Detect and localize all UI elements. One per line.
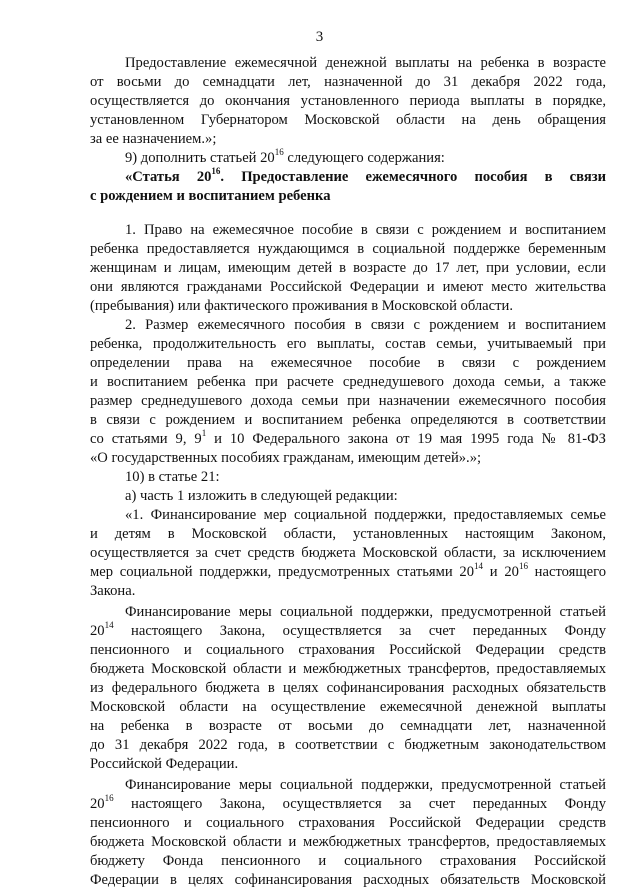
text-line (90, 354, 606, 373)
page-number: 3 (315, 29, 324, 45)
text-line (125, 603, 606, 622)
text-line (90, 335, 606, 354)
text-line (125, 54, 606, 73)
line-text: Финансирование меры социальной поддержки, предусмотренной статьей (125, 777, 606, 793)
line-text: за ее назначением.»; (90, 131, 217, 147)
text-line (90, 92, 606, 111)
line-text: в связи с рождением и воспитанием ребенка определяются в соответствии (90, 412, 606, 428)
line-text: Закона. (90, 583, 136, 599)
line-text: до 31 декабря 2022 года, в соответствии с бюджетным законодательством (90, 737, 606, 753)
text-line (90, 278, 606, 297)
text-line (125, 221, 606, 240)
line-text: 10) в статье 21: (125, 469, 220, 485)
line-text: женщинам и лицам, имеющим детей в возрасте до 17 лет, при условии, если (90, 260, 606, 276)
text-line (90, 259, 606, 278)
line-text: ребенка предоставляется нуждающимся в социальной поддержке беременным (90, 241, 606, 257)
text-line (90, 814, 606, 833)
text-line (90, 430, 606, 449)
superscript: 16 (274, 147, 284, 158)
text-line (90, 373, 606, 392)
text-line (125, 776, 606, 795)
line-text: следующего содержания: (283, 150, 445, 166)
text-line (90, 449, 606, 468)
text-line (90, 852, 606, 871)
line-text: «О государственных пособиях гражданам, имеющим детей».»; (90, 450, 482, 466)
text-line (90, 698, 606, 717)
text-line (90, 795, 606, 814)
line-text: бюджета Московской области и межбюджетных трансфертов, предоставляемых (90, 834, 606, 850)
text-line (90, 563, 606, 582)
text-line (90, 736, 606, 755)
line-text: Российской Федерации. (90, 756, 239, 772)
line-text: с рождением и воспитанием ребенка (90, 188, 331, 204)
line-text: они являются гражданами Российской Федерации и имеют место жительства (90, 279, 606, 295)
line-text: размер среднедушевого дохода семьи при назначении ежемесячного пособия (90, 393, 606, 409)
line-text: осуществляется за счет средств бюджета Московской области, за исключением (90, 545, 606, 561)
text-line (90, 392, 606, 411)
line-text: и детям в Московской области, установленных настоящим Законом, (90, 526, 606, 542)
line-text: из федерального бюджета в целях софинансирования расходных обязательств (90, 680, 606, 696)
line-text: настоящего Закона, осуществляется за счет переданных Фонду (113, 796, 606, 812)
text-line (90, 582, 606, 601)
text-line (90, 833, 606, 852)
text-line (90, 755, 606, 774)
text-line (125, 149, 606, 168)
line-text: бюджету Фонда пенсионного и социального страхования Российской (90, 853, 606, 869)
line-text: ребенка, продолжительность его выплаты, состав семьи, учитываемый при (90, 336, 606, 352)
line-text: настоящего Закона, осуществляется за счет переданных Фонду (113, 623, 606, 639)
line-text: и 10 Федерального закона от 19 мая 1995 года № 81-ФЗ (206, 431, 606, 447)
text-line (125, 168, 606, 187)
line-text: 1. Право на ежемесячное пособие в связи с рождением и воспитанием (125, 222, 606, 238)
line-text: 9) дополнить статьей 20 (125, 150, 275, 166)
text-line (90, 525, 606, 544)
text-line (90, 717, 606, 736)
line-text: установленном Губернатором Московской области на день обращения (90, 112, 606, 128)
superscript: 16 (518, 561, 528, 572)
line-text: «Статья 20 (125, 169, 212, 185)
text-line (125, 487, 606, 506)
text-line (125, 468, 606, 487)
text-line (90, 297, 606, 316)
line-text: . Предоставление ежемесячного пособия в связи (220, 169, 607, 185)
text-line (90, 679, 606, 698)
superscript: 16 (211, 166, 221, 177)
text-line (90, 73, 606, 92)
line-text: на ребенка в возрасте от восьми до семнадцати лет, назначенной (90, 718, 606, 734)
line-text: Московской области на осуществление ежемесячной денежной выплаты (90, 699, 606, 715)
line-text: 2. Размер ежемесячного пособия в связи с рождением и воспитанием (125, 317, 606, 333)
line-text: Федерации в целях софинансирования расходных обязательств Московской (90, 872, 606, 888)
line-text: от восьми до семнадцати лет, назначенной до 31 декабря 2022 года, (90, 74, 606, 90)
line-text: (пребывания) или фактического проживания в Московской области. (90, 298, 513, 314)
line-text: настоящего (527, 564, 606, 580)
line-text: мер социальной поддержки, предусмотренных статьями 20 (90, 564, 475, 580)
text-line (90, 240, 606, 259)
text-line (90, 411, 606, 430)
line-text: со статьями 9, 9 (90, 431, 202, 447)
text-line (90, 544, 606, 563)
text-line (125, 316, 606, 335)
line-text: «1. Финансирование мер социальной поддержки, предоставляемых семье (125, 507, 606, 523)
text-line (125, 506, 606, 525)
line-text: Финансирование меры социальной поддержки, предусмотренной статьей (125, 604, 606, 620)
line-text: пенсионного и социального страхования Российской Федерации средств (90, 642, 606, 658)
text-line (90, 130, 606, 149)
line-text: осуществляется до окончания установленного периода выплаты в порядке, (90, 93, 606, 109)
line-text: пенсионного и социального страхования Российской Федерации средств (90, 815, 606, 831)
line-text: и воспитанием ребенка при расчете среднедушевого дохода семьи, а также (90, 374, 606, 390)
line-text: 20 (90, 623, 105, 639)
text-line (90, 641, 606, 660)
text-line (90, 622, 606, 641)
line-text: Предоставление ежемесячной денежной выплаты на ребенка в возрасте (125, 55, 606, 71)
line-text: а) часть 1 изложить в следующей редакции: (125, 488, 398, 504)
text-line (90, 111, 606, 130)
text-line (90, 660, 606, 679)
line-text: и 20 (483, 564, 519, 580)
superscript: 14 (104, 620, 114, 631)
superscript: 16 (104, 793, 114, 804)
text-line (90, 871, 606, 890)
line-text: 20 (90, 796, 105, 812)
text-line (90, 187, 606, 206)
line-text: бюджета Московской области и межбюджетных трансфертов, предоставляемых (90, 661, 606, 677)
superscript: 14 (474, 561, 484, 572)
line-text: определении права на ежемесячное пособие в связи с рождением (90, 355, 606, 371)
superscript: 1 (201, 428, 207, 439)
